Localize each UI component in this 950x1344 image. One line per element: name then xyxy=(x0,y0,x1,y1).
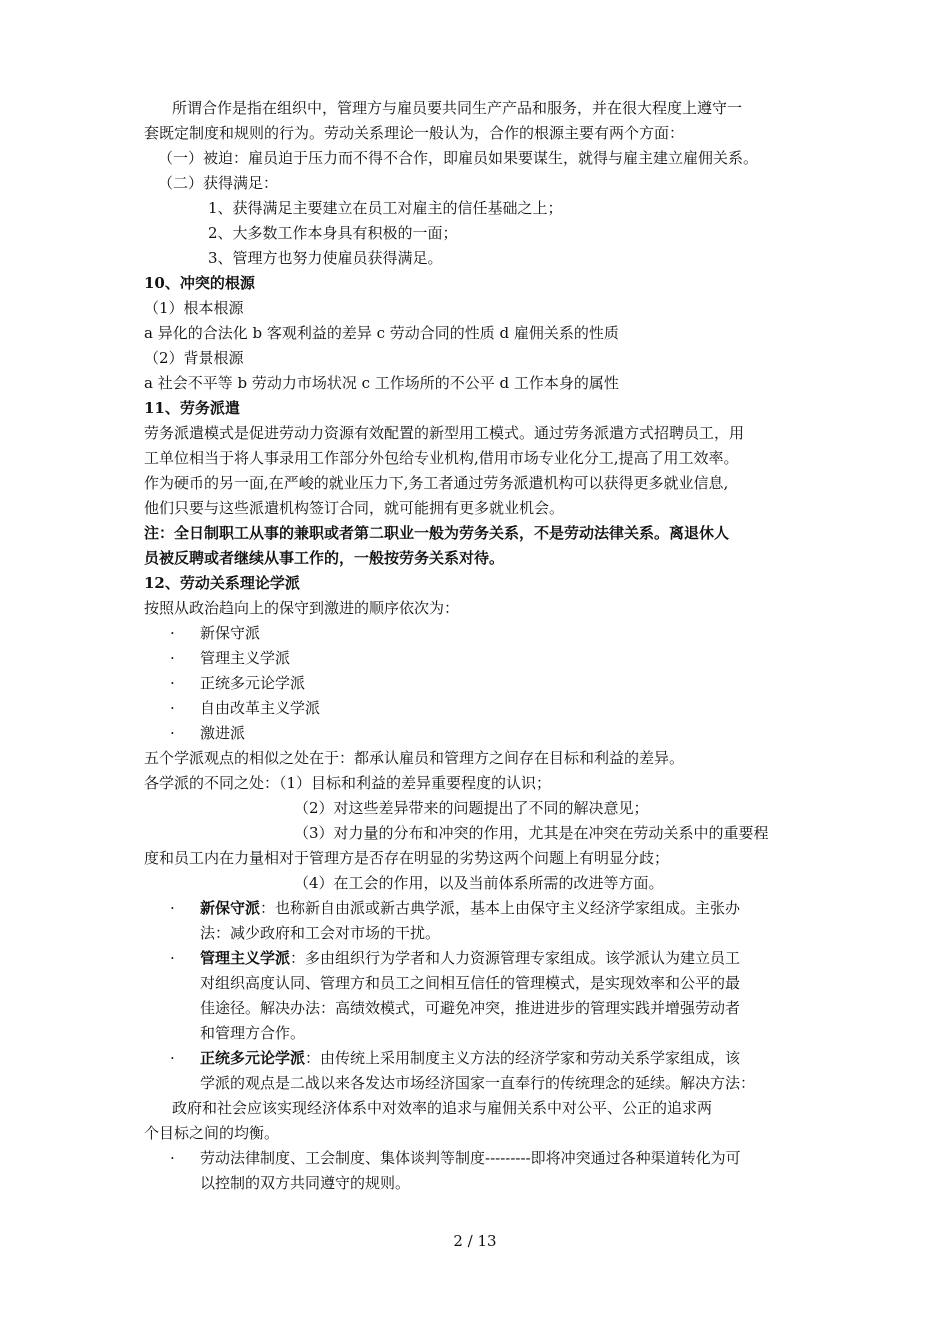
list-item xyxy=(144,621,444,646)
school-name: 新保守派 xyxy=(200,899,261,917)
paragraph: （2）背景根源 xyxy=(144,349,244,367)
paragraph-line: 工单位相当于将人事录用工作部分外包给专业机构,借用市场专业化分工,提高了用工效率。 xyxy=(144,449,739,467)
school-desc: ：由传统上采用制度主义方法的经济学家和劳动关系学家组成，该 xyxy=(305,1049,741,1067)
section-heading: 11、劳务派遣 xyxy=(144,399,240,417)
list-item xyxy=(144,646,444,671)
bullet-marker: · xyxy=(170,1049,175,1067)
sub-item: 2、大多数工作本身具有积极的一面； xyxy=(208,224,458,242)
cooperation-item: （二）获得满足： xyxy=(158,174,279,192)
list-item-label: 新保守派 xyxy=(200,624,261,642)
paragraph: （2）对这些差异带来的问题提出了不同的解决意见； xyxy=(294,799,649,817)
school-desc: ：也称新自由派或新古典学派，基本上由保守主义经济学家组成。主张办 xyxy=(260,899,741,917)
list-item xyxy=(144,946,810,971)
paragraph: 按照从政治趋向上的保守到激进的顺序依次为： xyxy=(144,599,460,617)
bullet-marker: · xyxy=(170,649,175,667)
paragraph-line: 作为硬币的另一面,在严峻的就业压力下,务工者通过劳务派遣机构可以获得更多就业信息, xyxy=(144,474,729,492)
school-desc: 佳途径。解决办法：高绩效模式，可避免冲突，推进进步的管理实践并增强劳动者 xyxy=(200,999,741,1017)
page-number: 2 / 13 xyxy=(453,1232,497,1250)
paragraph: a 异化的合法化 b 客观利益的差异 c 劳动合同的性质 d 雇佣关系的性质 xyxy=(144,324,619,342)
bullet-marker: · xyxy=(170,624,175,642)
list-item-label: 管理主义学派 xyxy=(200,649,291,667)
list-item-label: 正统多元论学派 xyxy=(200,674,306,692)
list-item xyxy=(144,721,444,746)
paragraph-line: 他们只要与这些派遣机构签订合同，就可能拥有更多就业机会。 xyxy=(144,499,565,517)
list-item xyxy=(144,1146,810,1171)
intro-line: 套既定制度和规则的行为。劳动关系理论一般认为，合作的根源主要有两个方面： xyxy=(144,124,685,142)
bullet-marker: · xyxy=(170,1149,175,1167)
school-desc: 和管理方合作。 xyxy=(200,1024,306,1042)
bullet-marker: · xyxy=(170,949,175,967)
school-name: 管理主义学派 xyxy=(200,949,291,967)
paragraph-line: 劳务派遣模式是促进劳动力资源有效配置的新型用工模式。通过劳务派遣方式招聘员工，用 xyxy=(144,424,745,442)
list-item-label: 自由改革主义学派 xyxy=(200,699,321,717)
section-heading: 12、劳动关系理论学派 xyxy=(144,574,300,592)
bullet-marker: · xyxy=(170,674,175,692)
school-desc: 学派的观点是二战以来各发达市场经济国家一直奉行的传统理念的延续。解决方法： xyxy=(200,1074,756,1092)
intro-line: 所谓合作是指在组织中，管理方与雇员要共同生产产品和服务，并在很大程度上遵守一 xyxy=(172,99,743,117)
school-desc: 个目标之间的均衡。 xyxy=(144,1124,280,1142)
list-item xyxy=(144,896,810,921)
school-name: 正统多元论学派 xyxy=(200,1049,306,1067)
cooperation-item: （一）被迫：雇员迫于压力而不得不合作，即雇员如果要谋生，就得与雇主建立雇佣关系。 xyxy=(158,149,759,167)
paragraph: （1）根本根源 xyxy=(144,299,244,317)
list-item xyxy=(144,671,444,696)
list-item xyxy=(144,1046,810,1071)
bullet-marker: · xyxy=(170,699,175,717)
school-desc: 对组织高度认同、管理方和员工之间相互信任的管理模式，是实现效率和公平的最 xyxy=(200,974,741,992)
note-line: 员被反聘或者继续从事工作的，一般按劳务关系对待。 xyxy=(144,549,505,567)
sub-item: 3、管理方也努力使雇员获得满足。 xyxy=(208,249,443,267)
bullet-marker: · xyxy=(170,724,175,742)
paragraph: （4）在工会的作用，以及当前体系所需的改进等方面。 xyxy=(294,874,664,892)
list-item xyxy=(144,696,444,721)
bullet-marker: · xyxy=(170,899,175,917)
school-desc: ：多由组织行为学者和人力资源管理专家组成。该学派认为建立员工 xyxy=(290,949,741,967)
paragraph: 五个学派观点的相似之处在于：都承认雇员和管理方之间存在目标和利益的差异。 xyxy=(144,749,685,767)
school-desc: 法：减少政府和工会对市场的干扰。 xyxy=(200,924,441,942)
paragraph: 各学派的不同之处：（1）目标和利益的差异重要程度的认识； xyxy=(144,774,552,792)
sub-item: 1、获得满足主要建立在员工对雇主的信任基础之上； xyxy=(208,199,563,217)
paragraph: 度和员工内在力量相对于管理方是否存在明显的劣势这两个问题上有明显分歧； xyxy=(144,849,670,867)
paragraph: （3）对力量的分布和冲突的作用，尤其是在冲突在劳动关系中的重要程 xyxy=(294,824,769,842)
section-heading: 10、冲突的根源 xyxy=(144,274,255,292)
note-line: 注：全日制职工从事的兼职或者第二职业一般为劳务关系，不是劳动法律关系。离退休人 xyxy=(144,524,730,542)
paragraph: a 社会不平等 b 劳动力市场状况 c 工作场所的不公平 d 工作本身的属性 xyxy=(144,374,619,392)
list-item-label: 激进派 xyxy=(200,724,246,742)
list-item-text: 以控制的双方共同遵守的规则。 xyxy=(200,1174,411,1192)
school-desc: 政府和社会应该实现经济体系中对效率的追求与雇佣关系中对公平、公正的追求两 xyxy=(172,1099,713,1117)
list-item-text: 劳动法律制度、工会制度、集体谈判等制度---------即将冲突通过各种渠道转化为可 xyxy=(200,1149,741,1167)
